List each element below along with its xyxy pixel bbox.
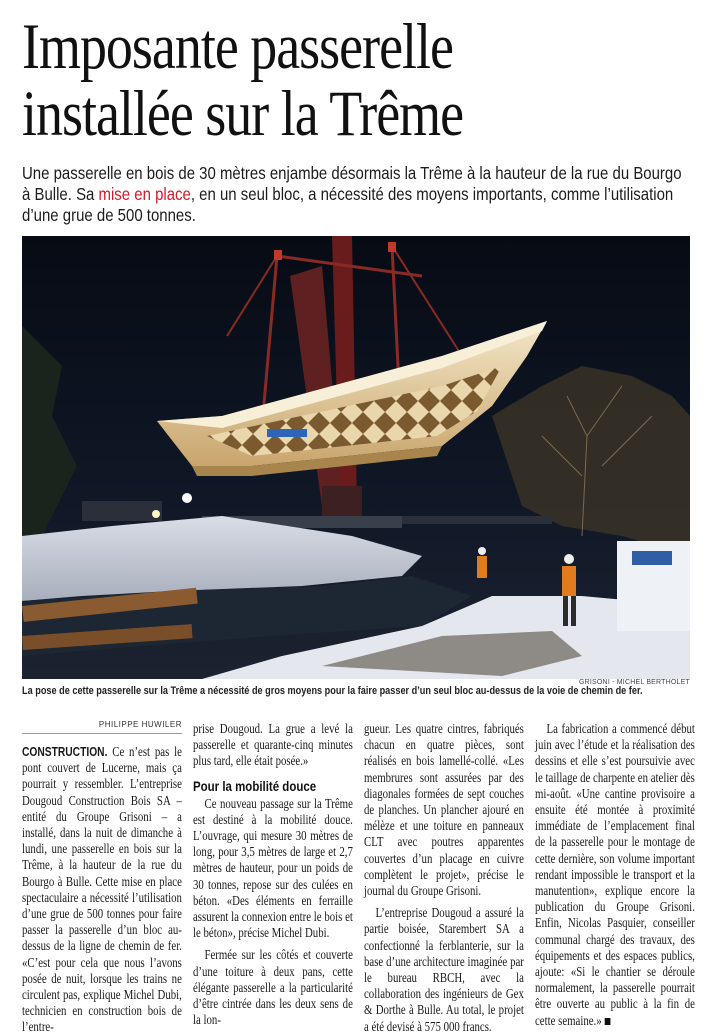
byline: PHILIPPE HUWILER — [22, 720, 182, 734]
article-paragraph — [22, 744, 182, 1036]
section-heading: Pour la mobilité douce — [193, 777, 317, 794]
article-column-2 — [193, 721, 353, 1028]
paragraph-text: La fabrication a commencé début juin avec l’étude et la réalisation des dessins et elle s’est poursuivie avec le taillage de charpente en atelier dès mi-août. «Une cantine provisoire a ensuite été montée à proximité immédiate de l’emplacement final de la passerelle pour le montage de cette dernière, son volume important rendant impossible le transport et la manutention», explique encore la publication du Groupe Grisoni. Enfin, Nicolas Pasquier, conseiller communal chargé des travaux, des équipements et des espaces publics, ajoute: «Si le chantier se déroule normalement, la passerelle pourrait être ouverte au public à la fin de cette semaine.» — [535, 721, 695, 1028]
lead-text-1: Une passerelle en bois de 30 mètres enjambe désormais la Trême à la hauteur de la rue du Bourgo à Bulle. Sa — [22, 163, 682, 204]
headline-line-2: installée sur la Trême — [22, 78, 464, 150]
article-column-4 — [535, 721, 695, 1029]
article-paragraph — [535, 721, 695, 1029]
paragraph-text: Ce n’est pas le pont couvert de Lucerne, mais ça pourrait y ressembler. L’entreprise Dougoud Construction Bois SA – entité du Groupe Grisoni – a installé, dans la nuit de dimanche à lundi, une passerelle en bois sur la Trême, à la hauteur de la rue du Bourgo à Bulle. Cette mise en place spectaculaire a nécessité l’utilisation d’une grue de 500 tonnes pour faire passer la passerelle d’un bloc au-dessus de la ligne de chemin de fer. «C’est pour cela que nous l’avons posée de nuit, lorsque les trains ne circulent pas, explique Michel Dubi, technicien en construction bois de l’entre- — [22, 744, 182, 1035]
photo-credit: GRISONI - MICHEL BERTHOLET — [579, 679, 690, 686]
end-mark-icon — [605, 1018, 611, 1025]
article-paragraph: Fermée sur les côtés et couverte d’une toiture à deux pans, cette élégante passerelle a la particularité d’être cintrée dans les deux sens de la lon- — [193, 947, 353, 1028]
article-paragraph: L’entreprise Dougoud a assuré la partie boisée, Starembert SA a confectionné la ferblanterie, sur la base d’une architecture imaginée par le bureau RBCH, avec la collaboration des ingénieurs de Gex & Dorthe à Bulle. Au total, le projet a été devisé à 575 000 francs. — [364, 905, 524, 1034]
article-paragraph: prise Dougoud. La grue a levé la passerelle et quarante-cinq minutes plus tard, elle était posée.» — [193, 721, 353, 769]
article-paragraph: gueur. Les quatre cintres, fabriqués chacun en quatre pièces, sont réalisés en bois lamellé-collé. «Les membrures sont assurées par des diagonales formées de sept couches de planches. Un plancher ajouré en mélèze et une toiture en panneaux CLT avec poutres apparentes couvertes d’un placage en cuivre complètent le projet», précise le journal du Groupe Grisoni. — [364, 721, 524, 899]
headline — [22, 11, 586, 150]
kicker: CONSTRUCTION. — [22, 745, 108, 759]
article-paragraph: Ce nouveau passage sur la Trême est destiné à la mobilité douce. L’ouvrage, qui mesure 30 mètres de long, pour 3,5 mètres de large et 2,7 mètres de hauteur, pour un poids de 30 tonnes, repose sur des culées en béton. «Des éléments en ferraille assurent la connexion entre le bois et le béton», précise Michel Dubi. — [193, 795, 353, 941]
article-column-3 — [364, 721, 524, 1035]
bridge-photo — [22, 236, 690, 679]
headline-line-1: Imposante passerelle — [22, 11, 453, 83]
lead-paragraph — [22, 163, 689, 226]
article-column-1 — [22, 744, 182, 1036]
lead-highlight-link[interactable]: mise en place — [98, 184, 191, 204]
photo-caption: La pose de cette passerelle sur la Trême a nécessité de gros moyens pour la faire passer d’un seul bloc au-dessus de la voie de chemin de fer. — [22, 685, 643, 697]
lead-text-2: , en un seul bloc, a nécessité des moyens importants, comme l’utilisation d’une grue de 500 tonnes. — [22, 184, 674, 225]
